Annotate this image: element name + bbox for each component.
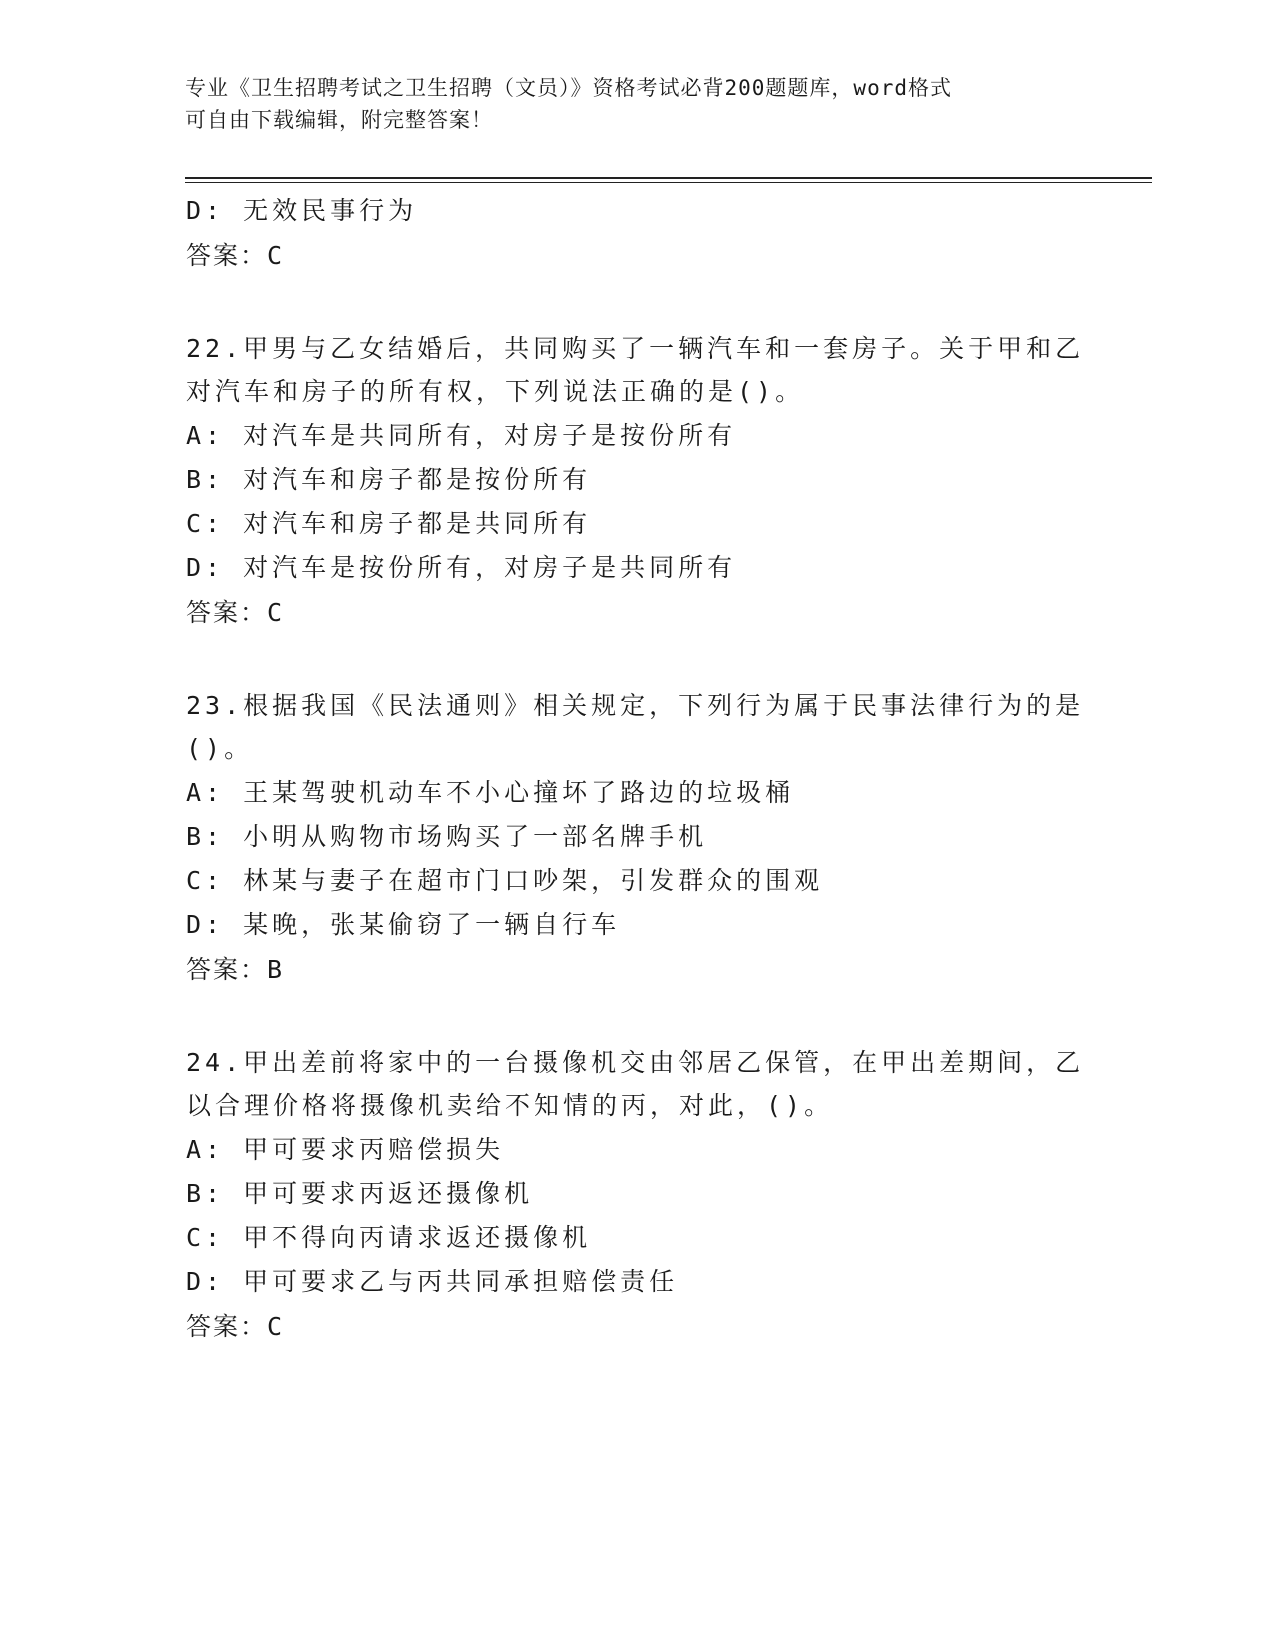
header-title-line-2: 可自由下载编辑，附完整答案！ bbox=[185, 108, 493, 132]
document-header bbox=[185, 72, 1065, 136]
option-b: B: 小明从购物市场购买了一部名牌手机 bbox=[186, 822, 708, 851]
question-stem: 23.根据我国《民法通则》相关规定，下列行为属于民事法律行为的是 bbox=[186, 691, 1085, 720]
question-stem-cont: 对汽车和房子的所有权，下列说法正确的是()。 bbox=[186, 377, 805, 406]
header-rule-thick bbox=[185, 177, 1152, 179]
option-c: C: 甲不得向丙请求返还摄像机 bbox=[186, 1223, 592, 1252]
question-stem: 24.甲出差前将家中的一台摄像机交由邻居乙保管，在甲出差期间，乙 bbox=[186, 1048, 1085, 1077]
spacer bbox=[186, 993, 1086, 1040]
spacer bbox=[186, 636, 1086, 683]
question-24 bbox=[186, 1040, 1086, 1350]
option-a: A: 王某驾驶机动车不小心撞坏了路边的垃圾桶 bbox=[186, 778, 795, 807]
option-b: B: 对汽车和房子都是按份所有 bbox=[186, 465, 592, 494]
question-22 bbox=[186, 326, 1086, 636]
option-a: A: 对汽车是共同所有，对房子是按份所有 bbox=[186, 421, 737, 450]
option-d: D: 对汽车是按份所有，对房子是共同所有 bbox=[186, 553, 737, 582]
question-stem-cont: 以合理价格将摄像机卖给不知情的丙，对此，()。 bbox=[186, 1091, 834, 1120]
option-d: D: 甲可要求乙与丙共同承担赔偿责任 bbox=[186, 1267, 679, 1296]
question-23 bbox=[186, 683, 1086, 993]
option-a: A: 甲可要求丙赔偿损失 bbox=[186, 1135, 505, 1164]
spacer bbox=[186, 279, 1086, 326]
prev-option-d: D: 无效民事行为 bbox=[186, 196, 418, 225]
question-content bbox=[186, 189, 1086, 1350]
answer: 答案：C bbox=[186, 598, 285, 627]
option-d: D: 某晚，张某偷窃了一辆自行车 bbox=[186, 910, 621, 939]
option-c: C: 林某与妻子在超市门口吵架，引发群众的围观 bbox=[186, 866, 824, 895]
option-c: C: 对汽车和房子都是共同所有 bbox=[186, 509, 592, 538]
answer: 答案：C bbox=[186, 1312, 285, 1341]
header-title-line-1: 专业《卫生招聘考试之卫生招聘（文员）》资格考试必背200题题库，word格式 bbox=[185, 76, 952, 100]
prev-answer: 答案：C bbox=[186, 241, 285, 270]
header-rule-thin bbox=[185, 182, 1152, 183]
question-stem: 22.甲男与乙女结婚后，共同购买了一辆汽车和一套房子。关于甲和乙 bbox=[186, 334, 1085, 363]
question-stem-cont: ()。 bbox=[186, 734, 254, 763]
answer: 答案：B bbox=[186, 955, 285, 984]
option-b: B: 甲可要求丙返还摄像机 bbox=[186, 1179, 534, 1208]
